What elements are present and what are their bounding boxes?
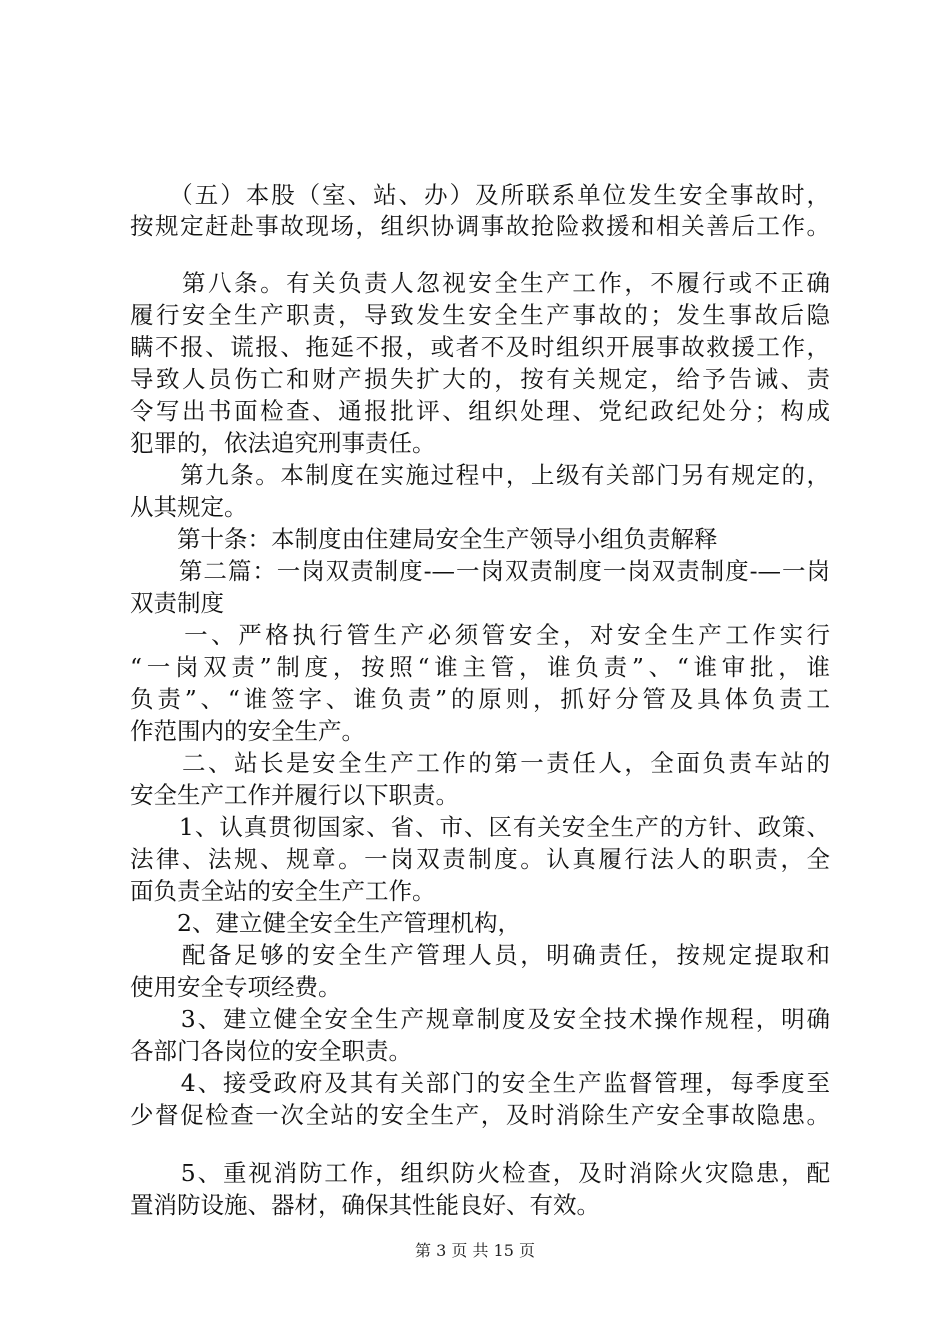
text-line: 法律、法规、规章。一岗双责制度。认真履行法人的职责，全: [130, 845, 830, 873]
text-line: （五）本股（室、站、办）及所联系单位发生安全事故时，: [130, 181, 830, 209]
text-line: 各部门各岗位的安全职责。: [130, 1037, 412, 1065]
text-line: “一岗双责”制度，按照“谁主管，谁负责”、“谁审批，谁: [130, 653, 830, 681]
text-line: 使用安全专项经费。: [130, 973, 342, 1001]
text-line: 一、严格执行管生产必须管安全，对安全生产工作实行: [130, 621, 830, 649]
text-line: 1、认真贯彻国家、省、市、区有关安全生产的方针、政策、: [130, 813, 830, 841]
text-line: 第八条。有关负责人忽视安全生产工作，不履行或不正确: [130, 269, 830, 297]
text-line: 少督促检查一次全站的安全生产，及时消除生产安全事故隐患。: [130, 1101, 830, 1129]
text-line: 履行安全生产职责，导致发生安全生产事故的；发生事故后隐: [130, 301, 830, 329]
text-line: 5、重视消防工作，组织防火检查，及时消除火灾隐患，配: [130, 1159, 830, 1187]
text-line: 4、接受政府及其有关部门的安全生产监督管理，每季度至: [130, 1069, 830, 1097]
text-line: 安全生产工作并履行以下职责。: [130, 781, 459, 809]
text-line: 第二篇：一岗双责制度-—一岗双责制度一岗双责制度-—一岗: [130, 557, 830, 585]
text-line: 面负责全站的安全生产工作。: [130, 877, 436, 905]
text-line: 置消防设施、器材，确保其性能良好、有效。: [130, 1191, 600, 1219]
text-line: 瞒不报、谎报、拖延不报，或者不及时组织开展事故救援工作，: [130, 333, 830, 361]
text-line: 2、建立健全安全生产管理机构，: [130, 909, 521, 937]
text-line: 二、站长是安全生产工作的第一责任人，全面负责车站的: [130, 749, 830, 777]
text-line: 从其规定。: [130, 493, 248, 521]
text-line: 导致人员伤亡和财产损失扩大的，按有关规定，给予告诫、责: [130, 365, 830, 393]
text-line: 双责制度: [130, 589, 224, 617]
page-number-footer: 第 3 页 共 15 页: [415, 1241, 535, 1260]
text-line: 3、建立健全安全生产规章制度及安全技术操作规程，明确: [130, 1005, 830, 1033]
text-line: 作范围内的安全生产。: [130, 717, 365, 745]
text-line: 第九条。本制度在实施过程中，上级有关部门另有规定的，: [130, 461, 830, 489]
text-line: 配备足够的安全生产管理人员，明确责任，按规定提取和: [130, 941, 830, 969]
text-line: 令写出书面检查、通报批评、组织处理、党纪政纪处分；构成: [130, 397, 830, 425]
text-line: 犯罪的，依法追究刑事责任。: [130, 429, 436, 457]
text-line: 负责”、“谁签字、谁负责”的原则，抓好分管及具体负责工: [130, 685, 830, 713]
text-line: 第十条：本制度由住建局安全生产领导小组负责解释: [130, 525, 718, 553]
text-line: 按规定赶赴事故现场，组织协调事故抢险救援和相关善后工作。: [130, 212, 830, 240]
